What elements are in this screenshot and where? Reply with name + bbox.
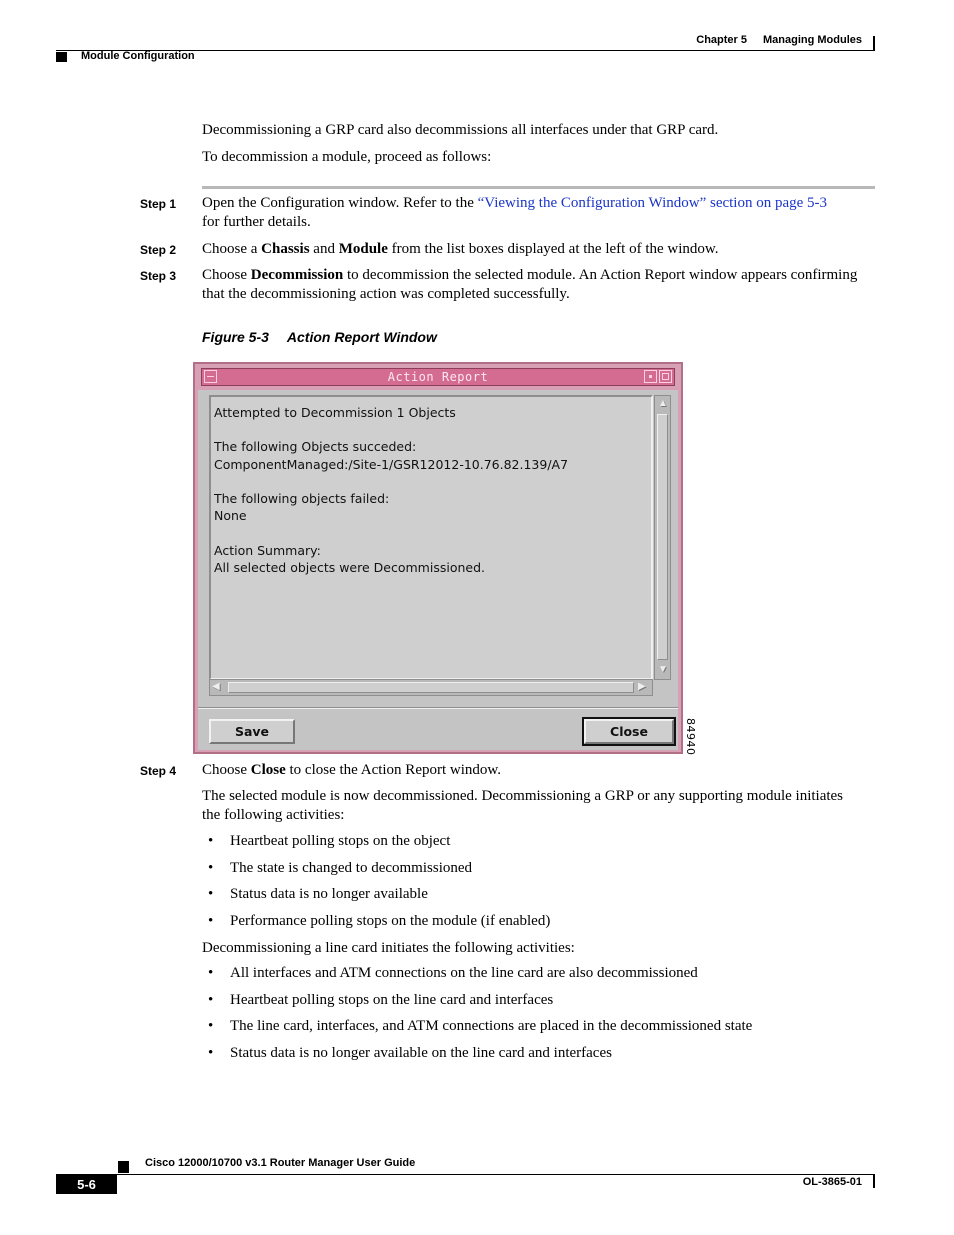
vertical-scrollbar[interactable] xyxy=(654,395,671,680)
list-item: • Status data is no longer available on the line card and interfaces xyxy=(202,1045,752,1072)
step-4-t2: to close the Action Report window. xyxy=(285,762,501,778)
action-report-window xyxy=(193,362,683,754)
report-text-area[interactable] xyxy=(209,395,653,680)
step-2-t2: and xyxy=(309,241,339,257)
footer-guide-title: Cisco 12000/10700 v3.1 Router Manager User Guide xyxy=(145,1157,416,1169)
figure-id-text: 84940 xyxy=(684,718,697,756)
list-item: • Heartbeat polling stops on the object xyxy=(202,833,550,860)
list-item: • Heartbeat polling stops on the line card and interfaces xyxy=(202,992,752,1019)
running-header-chapter xyxy=(696,34,862,46)
step-1-label: Step 1 xyxy=(140,197,177,211)
document-number: OL-3865-01 xyxy=(802,1176,862,1188)
figure-caption xyxy=(202,329,437,345)
step-3-text xyxy=(202,266,862,304)
step-3-t2: to decommission the selected module. An Action Report window appears confirming that the decommissioning action was completed successfully. xyxy=(202,267,858,302)
report-line: The following objects failed: xyxy=(214,491,390,507)
step-4-close: Close xyxy=(250,762,286,778)
minimize-icon[interactable] xyxy=(644,370,657,383)
step-2-label: Step 2 xyxy=(140,243,177,257)
window-title: Action Report xyxy=(387,370,489,384)
running-header-section: Module Configuration xyxy=(81,50,195,62)
close-button[interactable] xyxy=(584,719,674,744)
footer-rule xyxy=(56,1174,875,1175)
list-item: • The line card, interfaces, and ATM connections are placed in the decommissioned state xyxy=(202,1018,752,1045)
step-3-label: Step 3 xyxy=(140,269,177,283)
header-marker xyxy=(56,52,67,62)
horizontal-scrollbar[interactable] xyxy=(209,679,653,696)
report-line: None xyxy=(214,508,247,524)
step-2-module: Module xyxy=(338,241,388,257)
cross-reference-link[interactable]: “Viewing the Configuration Window” section on page 5-3 xyxy=(477,195,828,211)
line-card-paragraph: Decommissioning a line card initiates the following activities: xyxy=(202,940,575,956)
report-line: All selected objects were Decommissioned. xyxy=(214,559,485,575)
button-separator xyxy=(198,707,678,709)
procedure-intro: To decommission a module, proceed as follows: xyxy=(202,149,492,165)
step-2-t3: from the list boxes displayed at the left of the window. xyxy=(387,241,719,257)
list-item: • All interfaces and ATM connections on the line card are also decommissioned xyxy=(202,965,752,992)
window-title-bar[interactable] xyxy=(201,368,675,386)
step-2-text xyxy=(202,240,882,259)
header-tick xyxy=(873,36,875,51)
maximize-icon[interactable] xyxy=(659,370,672,383)
step-4-t1: Choose xyxy=(202,762,251,778)
footer-marker xyxy=(118,1161,129,1173)
line-card-activities-list xyxy=(202,965,752,1071)
step-1-text-after: for further details. xyxy=(202,214,311,230)
window-body xyxy=(198,390,678,750)
intro-paragraph: Decommissioning a GRP card also decommissions all interfaces under that GRP card. xyxy=(202,122,719,138)
report-line: ComponentManaged:/Site-1/GSR12012-10.76.82.139/A7 xyxy=(214,456,569,472)
step-2-chassis: Chassis xyxy=(261,241,310,257)
report-line: The following Objects succeded: xyxy=(214,439,417,455)
report-text xyxy=(214,404,568,576)
list-item: • Performance polling stops on the module (if enabled) xyxy=(202,913,550,940)
report-line xyxy=(214,421,568,438)
report-line: Action Summary: xyxy=(214,542,321,558)
step-1-text xyxy=(202,194,882,232)
save-button[interactable] xyxy=(209,719,295,744)
chapter-number: Chapter 5 xyxy=(696,34,747,46)
list-item: • The state is changed to decommissioned xyxy=(202,860,550,887)
procedure-rule xyxy=(202,186,875,189)
figure-title: Action Report Window xyxy=(286,329,437,345)
grp-activities-paragraph: The selected module is now decommissioned. Decommissioning a GRP or any supporting module initiates the following activities: xyxy=(202,788,844,823)
step-3-t1: Choose xyxy=(202,267,251,283)
report-line xyxy=(214,473,568,490)
save-button-label: Save xyxy=(234,724,270,739)
scroll-left-icon[interactable]: ◀ xyxy=(212,681,220,692)
horizontal-scroll-thumb[interactable] xyxy=(228,682,634,693)
grp-activities-list xyxy=(202,833,550,939)
report-line xyxy=(214,524,568,541)
chapter-title: Managing Modules xyxy=(763,34,862,46)
vertical-scroll-thumb[interactable] xyxy=(657,414,668,660)
scroll-up-icon[interactable]: ▲ xyxy=(658,398,668,409)
step-4-label: Step 4 xyxy=(140,764,177,778)
figure-id xyxy=(682,718,702,756)
list-item: • Status data is no longer available xyxy=(202,886,550,913)
footer-tick xyxy=(873,1175,875,1188)
step-4-text xyxy=(202,761,882,780)
step-3-decommission: Decommission xyxy=(250,267,344,283)
page-number: 5-6 xyxy=(56,1175,117,1194)
report-line: Attempted to Decommission 1 Objects xyxy=(214,405,456,420)
scroll-down-icon[interactable]: ▼ xyxy=(658,664,668,675)
step-2-t1: Choose a xyxy=(202,241,262,257)
scroll-right-icon[interactable]: ▶ xyxy=(638,681,646,692)
figure-number: Figure 5-3 xyxy=(202,329,269,345)
step-1-text-before: Open the Configuration window. Refer to the xyxy=(202,195,478,211)
close-button-label: Close xyxy=(610,724,648,739)
